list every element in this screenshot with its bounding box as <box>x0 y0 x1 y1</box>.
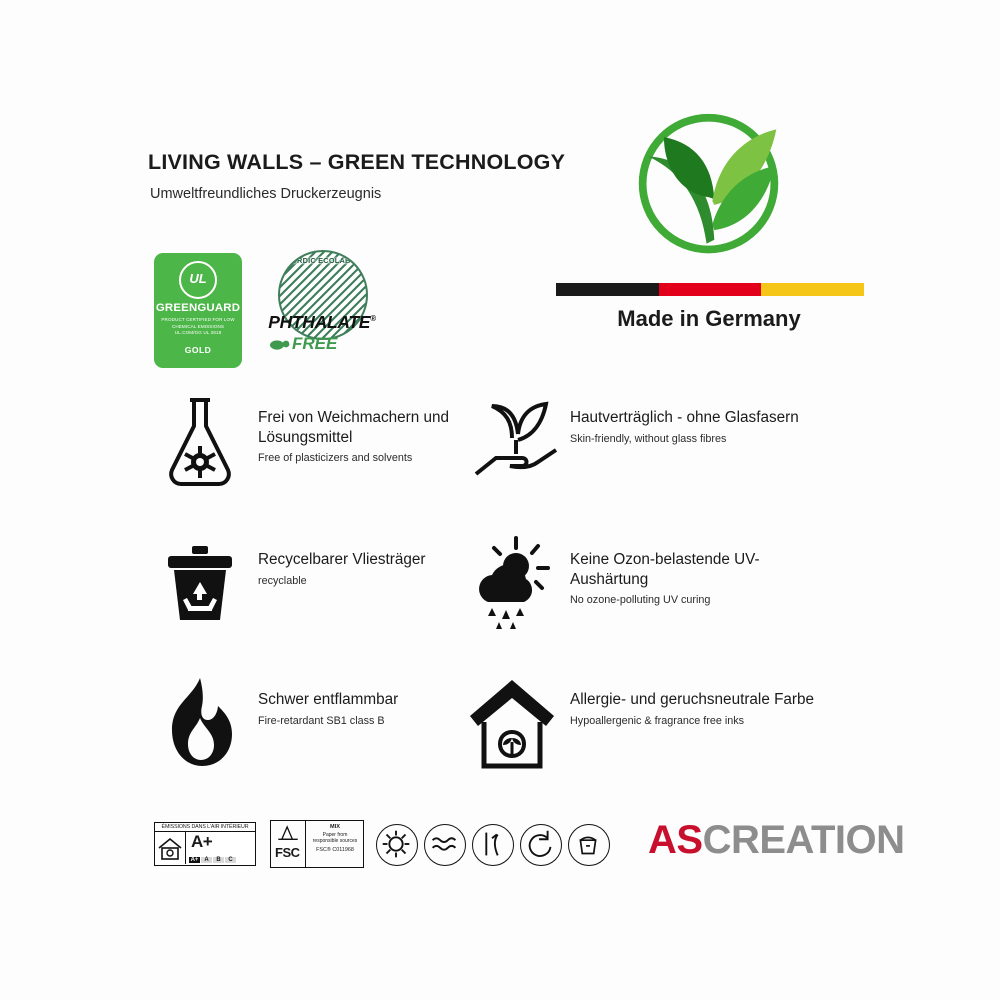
fsc-wordmark: FSC <box>275 845 300 860</box>
feature-text <box>570 408 816 445</box>
fsc-logo-block <box>271 821 306 867</box>
greenguard-fineprint: PRODUCT CERTIFIED FOR LOW CHEMICAL EMISSIONS UL.COM/GG UL 2818 <box>161 317 235 336</box>
brand-as: AS <box>648 818 703 862</box>
indoor-air-emissions-badge <box>154 822 256 866</box>
flag-stripe-gold <box>761 283 864 296</box>
paste-bucket-icon <box>568 824 610 866</box>
emissions-scale <box>189 857 236 863</box>
green-technology-leaf-logo-icon <box>631 108 786 263</box>
house-leaf-icon <box>466 672 558 772</box>
flag-stripe-black <box>556 283 659 296</box>
feature-title: Frei von Weichmachern und Lösungsmittel <box>258 409 450 446</box>
fsc-line1: Paper from <box>322 831 348 838</box>
house-emissions-icon <box>155 832 186 864</box>
waves-glyph-icon <box>425 825 463 863</box>
house-outline-icon <box>155 832 185 864</box>
made-in-germany-label: Made in Germany <box>617 306 801 331</box>
flask-icon <box>154 390 246 490</box>
fsc-code: FSC® C011968 <box>316 847 354 854</box>
gear-glyph-icon <box>377 825 415 863</box>
feature-item <box>466 672 816 802</box>
greenguard-badge <box>154 253 242 368</box>
footer-bar <box>148 818 905 890</box>
feature-item <box>466 390 816 520</box>
paste-bucket-glyph-icon <box>569 825 607 863</box>
emissions-body <box>155 832 255 864</box>
feature-subtitle: No ozone-polluting UV curing <box>570 594 711 607</box>
rotate-icon <box>520 824 562 866</box>
scale-step: B <box>213 857 224 863</box>
feature-item <box>466 532 816 662</box>
rotate-glyph-icon <box>521 825 559 863</box>
feature-subtitle: Free of plasticizers and solvents <box>258 452 413 465</box>
feature-subtitle: Skin-friendly, without glass fibres <box>570 432 727 445</box>
waves-icon <box>424 824 466 866</box>
gear-icon <box>376 824 418 866</box>
page-subtitle: Umweltfreundliches Druckerzeugnis <box>150 186 382 202</box>
page-title: LIVING WALLS – GREEN TECHNOLOGY <box>148 150 566 174</box>
scale-step: A+ <box>190 857 199 863</box>
recycle-bin-icon <box>154 532 246 632</box>
feature-subtitle: Hypoallergenic & fragrance free inks <box>570 714 745 727</box>
ul-mark: UL <box>179 261 217 299</box>
feature-title: Keine Ozon-belastende UV-Aushärtung <box>570 551 760 588</box>
phthalate-text: PHTHALATE <box>268 312 371 332</box>
fsc-claim <box>306 821 363 867</box>
emissions-grade-block <box>186 832 255 864</box>
feature-item <box>154 532 504 662</box>
feature-text <box>570 690 816 727</box>
feature-title: Hautverträglich - ohne Glasfasern <box>570 409 799 426</box>
feature-item <box>154 672 504 802</box>
fsc-mix-label: MIX <box>330 824 340 830</box>
brand-creation: CREATION <box>702 818 905 862</box>
registered-mark: ® <box>370 314 376 324</box>
feature-subtitle: Fire-retardant SB1 class B <box>258 714 385 727</box>
fsc-line2: responsible sources <box>312 838 358 845</box>
brush-peel-glyph-icon <box>473 825 511 863</box>
flame-icon <box>154 672 246 772</box>
fsc-tree-icon <box>273 823 303 845</box>
sun-cloud-rain-icon <box>466 532 558 632</box>
german-flag <box>556 283 864 296</box>
brush-peel-icon <box>472 824 514 866</box>
feature-title: Schwer entflammbar <box>258 691 399 708</box>
feature-subtitle: recyclable <box>258 574 307 587</box>
scale-step: A <box>201 857 212 863</box>
small-leaf-icon <box>270 338 290 351</box>
phthalate-word <box>262 312 382 333</box>
feature-title: Recycelbarer Vliesträger <box>258 551 426 568</box>
hand-sprout-icon <box>466 390 558 490</box>
emissions-grade-value: A+ <box>191 832 213 851</box>
feature-title: Allergie- und geruchsneutrale Farbe <box>570 691 815 708</box>
greenguard-level: GOLD <box>184 344 212 355</box>
nordic-ecolabel-label: NORDIC ECOLABEL <box>285 256 361 265</box>
flag-stripe-red <box>659 283 762 296</box>
emissions-heading: ÉMISSIONS DANS L'AIR INTÉRIEUR <box>155 823 255 832</box>
feature-item <box>154 390 504 520</box>
document-content <box>148 90 905 910</box>
brand-logo <box>648 818 905 863</box>
scale-step: C <box>225 857 236 863</box>
greenguard-label: GREENGUARD <box>155 302 241 314</box>
fsc-badge <box>270 820 364 868</box>
made-in-germany-block <box>546 108 872 368</box>
phthalate-free-text: FREE <box>292 334 338 353</box>
feature-text <box>570 550 816 606</box>
phthalate-free-badge <box>262 250 382 370</box>
